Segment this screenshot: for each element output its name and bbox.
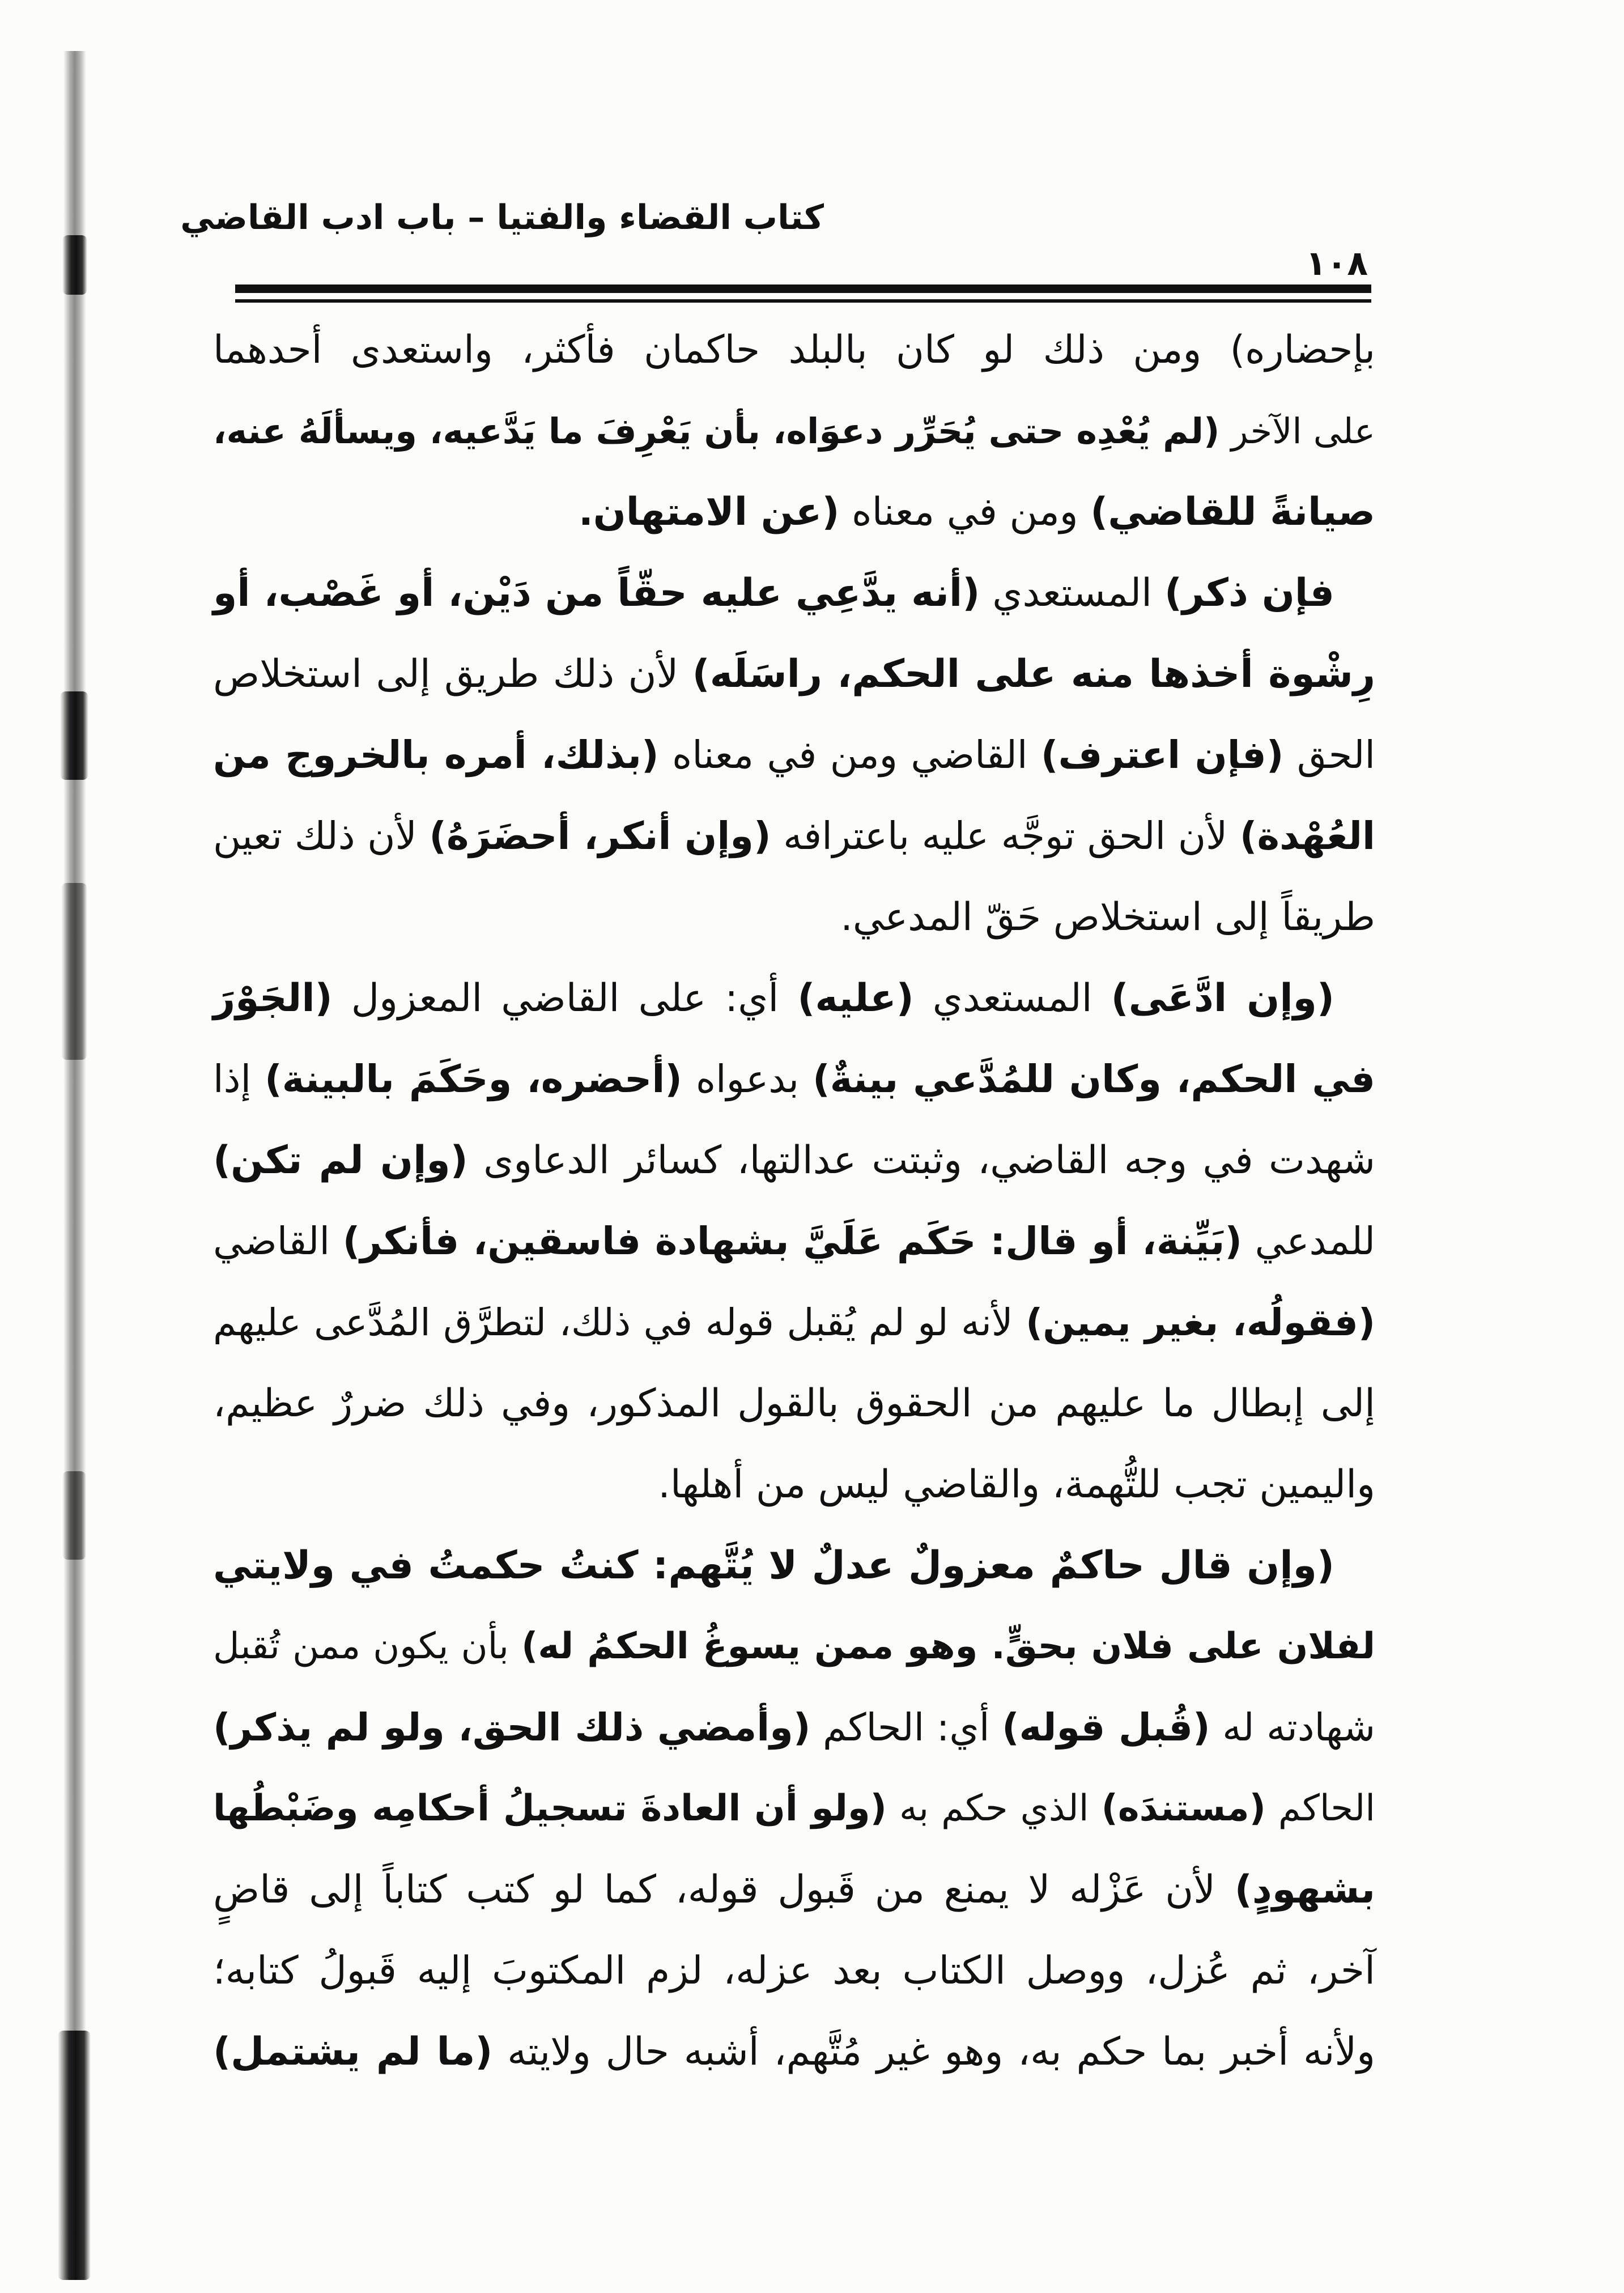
text-segment: الذي حكم به [886,1787,1102,1829]
text-segment: شهادته له [1210,1705,1375,1750]
text-segment: أي: الحاكم [810,1705,1002,1750]
text-segment: ولأنه أخبر بما حكم به، وهو غير مُتَّهم، أشبه حال ولايته [492,2029,1376,2074]
text-line [213,2011,1375,2092]
text-segment: لأنه لو لم يُقبل قوله في ذلك، لتطرَّق المُدَّعى عليهم [213,1301,1026,1344]
bold-text-segment: فإن ذكر) [1164,571,1334,615]
bold-text-segment: (لم يُعْدِه حتى يُحَرِّر دعوَاه، بأن يَعْرِفَ ما يَدَّعيه، ويسألَهُ عنه، [213,410,1220,452]
text-segment: لأن الحق توجَّه عليه باعترافه [771,814,1240,858]
bold-text-segment: (بَيِّنة، أو قال: حَكَم عَلَيَّ بشهادة فاسقين، فأنكر) [342,1219,1242,1263]
text-segment: المستعدي [980,571,1165,615]
bold-text-segment: (مستندَه) [1101,1787,1266,1829]
text-line [213,1849,1375,1930]
text-segment: للمدعي [1242,1219,1375,1263]
bold-text-segment: (أنه يدَّعِي عليه حقّاً من دَيْن، أو غَصْب، أو [213,571,980,615]
body-text [213,309,1375,2092]
bold-text-segment: (فإن اعترف) [1040,733,1284,777]
bold-text-segment: (عليه) [797,976,914,1021]
bold-text-segment: (وإن أنكر، أحضَرَهُ) [429,814,771,858]
text-line [213,796,1375,877]
paragraph-first-line [213,1525,1375,1606]
text-segment: على الآخر [1219,410,1376,452]
text-line [213,1444,1375,1525]
bold-text-segment: صيانةً للقاضي) [1090,490,1375,534]
text-line [213,1606,1375,1687]
bold-text-segment: (ما لم يشتمل) [213,2029,493,2074]
text-segment: بأن يكون ممن تُقبل [213,1625,522,1667]
text-line [213,1930,1375,2011]
running-header-title: كتاب القضاء والفتيا – باب ادب القاضي [180,198,824,237]
scan-edge-mark [61,883,87,1060]
text-segment: بإحضاره) ومن ذلك لو كان بالبلد حاكمان فأكثر، واستعدى أحدهما [213,328,1375,372]
text-line [213,472,1375,553]
text-segment: واليمين تجب للتُّهمة، والقاضي ليس من أهلها. [658,1462,1375,1507]
text-segment: طريقاً إلى استخلاص حَقّ المدعي. [840,895,1375,940]
text-segment: الحق [1283,733,1375,777]
text-segment: لأن ذلك طريق إلى استخلاص [213,652,692,697]
scan-edge-mark [58,2031,91,2280]
text-line [213,1768,1375,1849]
bold-text-segment: في الحكم، وكان للمُدَّعي بينةٌ) [813,1057,1375,1101]
bold-text-segment: (وأمضي ذلك الحق، ولو لم يذكر) [213,1705,811,1750]
text-segment: آخر، ثم عُزل، ووصل الكتاب بعد عزله، لزم المكتوبَ إليه قَبولُ كتابه؛ [213,1948,1375,1993]
bold-text-segment: (بذلك، أمره بالخروج من [213,733,659,777]
bold-text-segment: بشهودٍ) [1234,1867,1375,1912]
bold-text-segment: العُهْدة) [1239,814,1375,858]
text-segment: ومن في معناه [839,490,1091,534]
text-line [213,634,1375,715]
bold-text-segment: (وإن ادَّعَى) [1111,976,1334,1021]
text-segment: الحاكم [1265,1787,1375,1829]
text-segment: أي: على القاضي المعزول [332,976,798,1021]
text-segment: لأن عَزْله لا يمنع من قَبول قوله، كما لو كتب كتاباً إلى قاضٍ [213,1867,1235,1912]
bold-text-segment: (ولو أن العادةَ تسجيلُ أحكامِه وضَبْطُها [213,1787,887,1829]
text-segment: القاضي ومن في معناه [658,733,1041,777]
text-segment: بدعواه [682,1057,813,1101]
text-segment: لأن ذلك تعين [213,814,430,858]
bold-text-segment: (قُبل قوله) [1002,1705,1210,1750]
text-line [213,309,1375,390]
text-line [213,877,1375,958]
text-line [213,1363,1375,1444]
paragraph-first-line [213,553,1375,634]
bold-text-segment: (فقولُه، بغير يمين) [1026,1301,1375,1344]
bold-text-segment: (أحضره، وحَكَمَ بالبينة) [265,1057,682,1101]
bold-text-segment: (وإن قال حاكمٌ معزولٌ عدلٌ لا يُتَّهم: كنتُ حكمتُ في ولايتي [213,1543,1334,1588]
scan-edge-mark [62,235,87,295]
bold-text-segment: (عن الامتهان. [578,490,840,534]
bold-text-segment: لفلان على فلان بحقٍّ. وهو ممن يسوغُ الحكمُ له) [521,1625,1376,1667]
text-segment: شهدت في وجه القاضي، وثبتت عدالتها، كسائر الدعاوى [467,1138,1375,1183]
text-segment: المستعدي [913,976,1111,1021]
scan-edge-mark [62,1471,86,1560]
bold-text-segment: (وإن لم تكن) [213,1138,468,1183]
text-segment: إذا [213,1057,265,1101]
text-line [213,1687,1375,1768]
text-segment: القاضي [213,1219,343,1263]
text-line [213,1201,1375,1282]
text-line [213,390,1375,472]
scan-edge-mark [60,691,88,780]
text-line [213,1120,1375,1201]
text-line [213,715,1375,796]
text-line [213,1282,1375,1363]
bold-text-segment: (الجَوْرَ [213,976,333,1021]
header-rule-thick [235,284,1371,293]
paragraph-first-line [213,958,1375,1039]
header-rule-thin [235,299,1371,303]
page-number: ١٠٨ [1306,244,1368,283]
binding-shadow [63,51,86,2278]
text-segment: إلى إبطال ما عليهم من الحقوق بالقول المذكور، وفي ذلك ضررٌ عظيم، [213,1381,1375,1426]
text-line [213,1039,1375,1120]
bold-text-segment: رِشْوة أخذها منه على الحكم، راسَلَه) [692,652,1375,697]
